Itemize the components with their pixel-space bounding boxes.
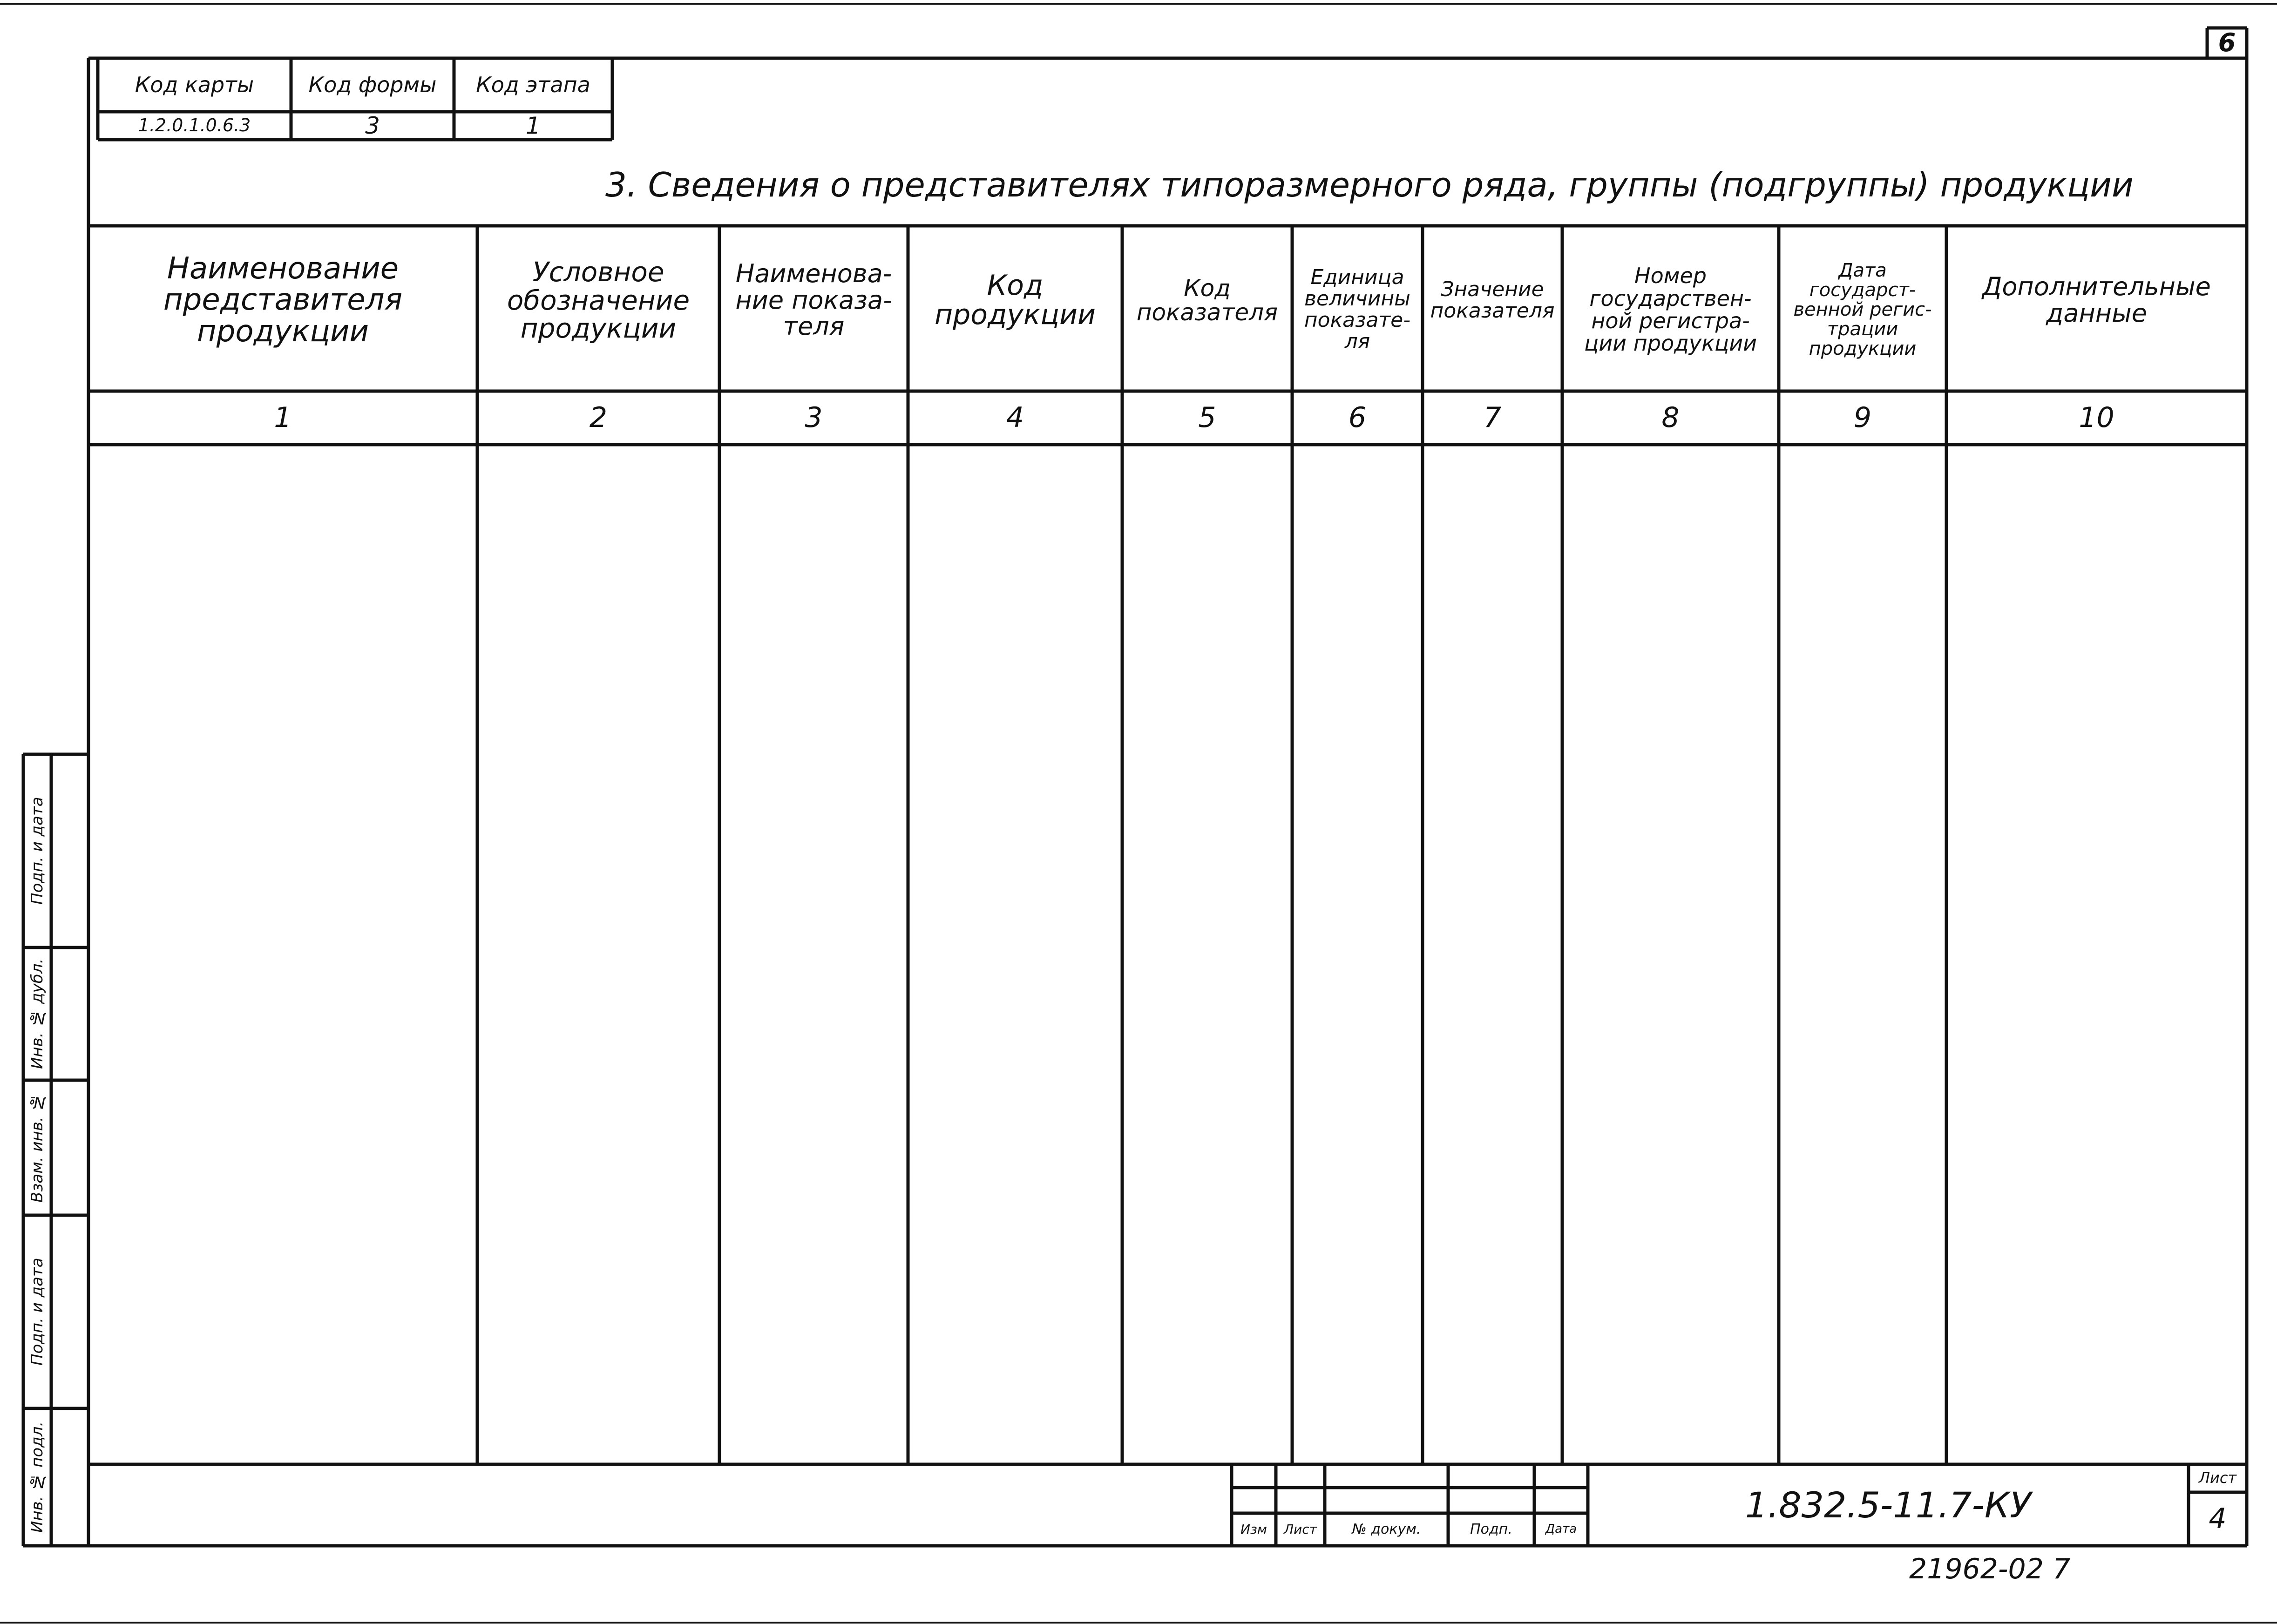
column-header-5: Код показателя xyxy=(1136,274,1278,326)
sheet-number: 4 xyxy=(2209,1502,2227,1535)
code-value-stage: 1 xyxy=(526,112,541,139)
column-header-10: Дополнительные данные xyxy=(1982,272,2211,328)
side-stamp-inv-original: Инв. № подл. xyxy=(28,1421,47,1533)
column-number-3: 3 xyxy=(805,401,823,434)
title-block-label-change: Изм xyxy=(1240,1522,1267,1537)
side-stamp-sign-date-1: Подп. и дата xyxy=(28,1258,47,1366)
document-code: 1.832.5-11.7-КУ xyxy=(1745,1484,2032,1526)
corner-sheet-number: 6 xyxy=(2218,28,2236,58)
column-number-2: 2 xyxy=(589,401,608,434)
title-block-label-date: Дата xyxy=(1545,1522,1577,1536)
column-number-4: 4 xyxy=(1006,401,1024,434)
column-header-2: Условное обозначение продукции xyxy=(507,256,690,345)
code-header-card: Код карты xyxy=(135,72,254,98)
code-value-card: 1.2.0.1.0.6.3 xyxy=(138,115,251,136)
column-header-6: Единица величины показате- ля xyxy=(1304,265,1411,354)
title-block-label-sheet: Лист xyxy=(1284,1522,1317,1537)
column-header-4: Код продукции xyxy=(934,269,1096,331)
footer-number: 21962-02 7 xyxy=(1909,1553,2071,1585)
side-stamp-inv-duplicate: Инв. № дубл. xyxy=(28,958,47,1069)
sheet-label: Лист xyxy=(2198,1469,2237,1487)
code-header-stage: Код этапа xyxy=(476,72,590,98)
column-number-5: 5 xyxy=(1198,401,1216,434)
column-number-10: 10 xyxy=(2079,401,2114,434)
code-header-form: Код формы xyxy=(308,72,437,98)
column-number-8: 8 xyxy=(1661,401,1680,434)
side-stamp-sign-date-2: Подп. и дата xyxy=(28,797,47,905)
column-number-6: 6 xyxy=(1348,401,1367,434)
column-number-1: 1 xyxy=(274,401,292,434)
column-header-1: Наименование представителя продукции xyxy=(163,251,403,349)
column-number-7: 7 xyxy=(1483,401,1502,434)
column-header-3: Наименова- ние показа- теля xyxy=(735,258,892,341)
title-block-label-signature: Подп. xyxy=(1470,1521,1512,1538)
table-body-empty xyxy=(88,445,2247,1464)
column-header-9: Дата государст- венной регис- трации продукции xyxy=(1793,260,1932,359)
column-number-9: 9 xyxy=(1853,401,1872,434)
column-header-8: Номер государствен- ной регистра- ции продукции xyxy=(1584,263,1757,356)
title-block-label-doc-number: № докум. xyxy=(1352,1521,1421,1538)
column-header-7: Значение показателя xyxy=(1430,277,1555,323)
code-value-form: 3 xyxy=(365,112,380,139)
side-stamp-replacing-inv: Взам. инв. № xyxy=(28,1093,47,1203)
section-title: 3. Сведения о представителях типоразмерного ряда, группы (подгруппы) продукции xyxy=(605,165,2134,204)
